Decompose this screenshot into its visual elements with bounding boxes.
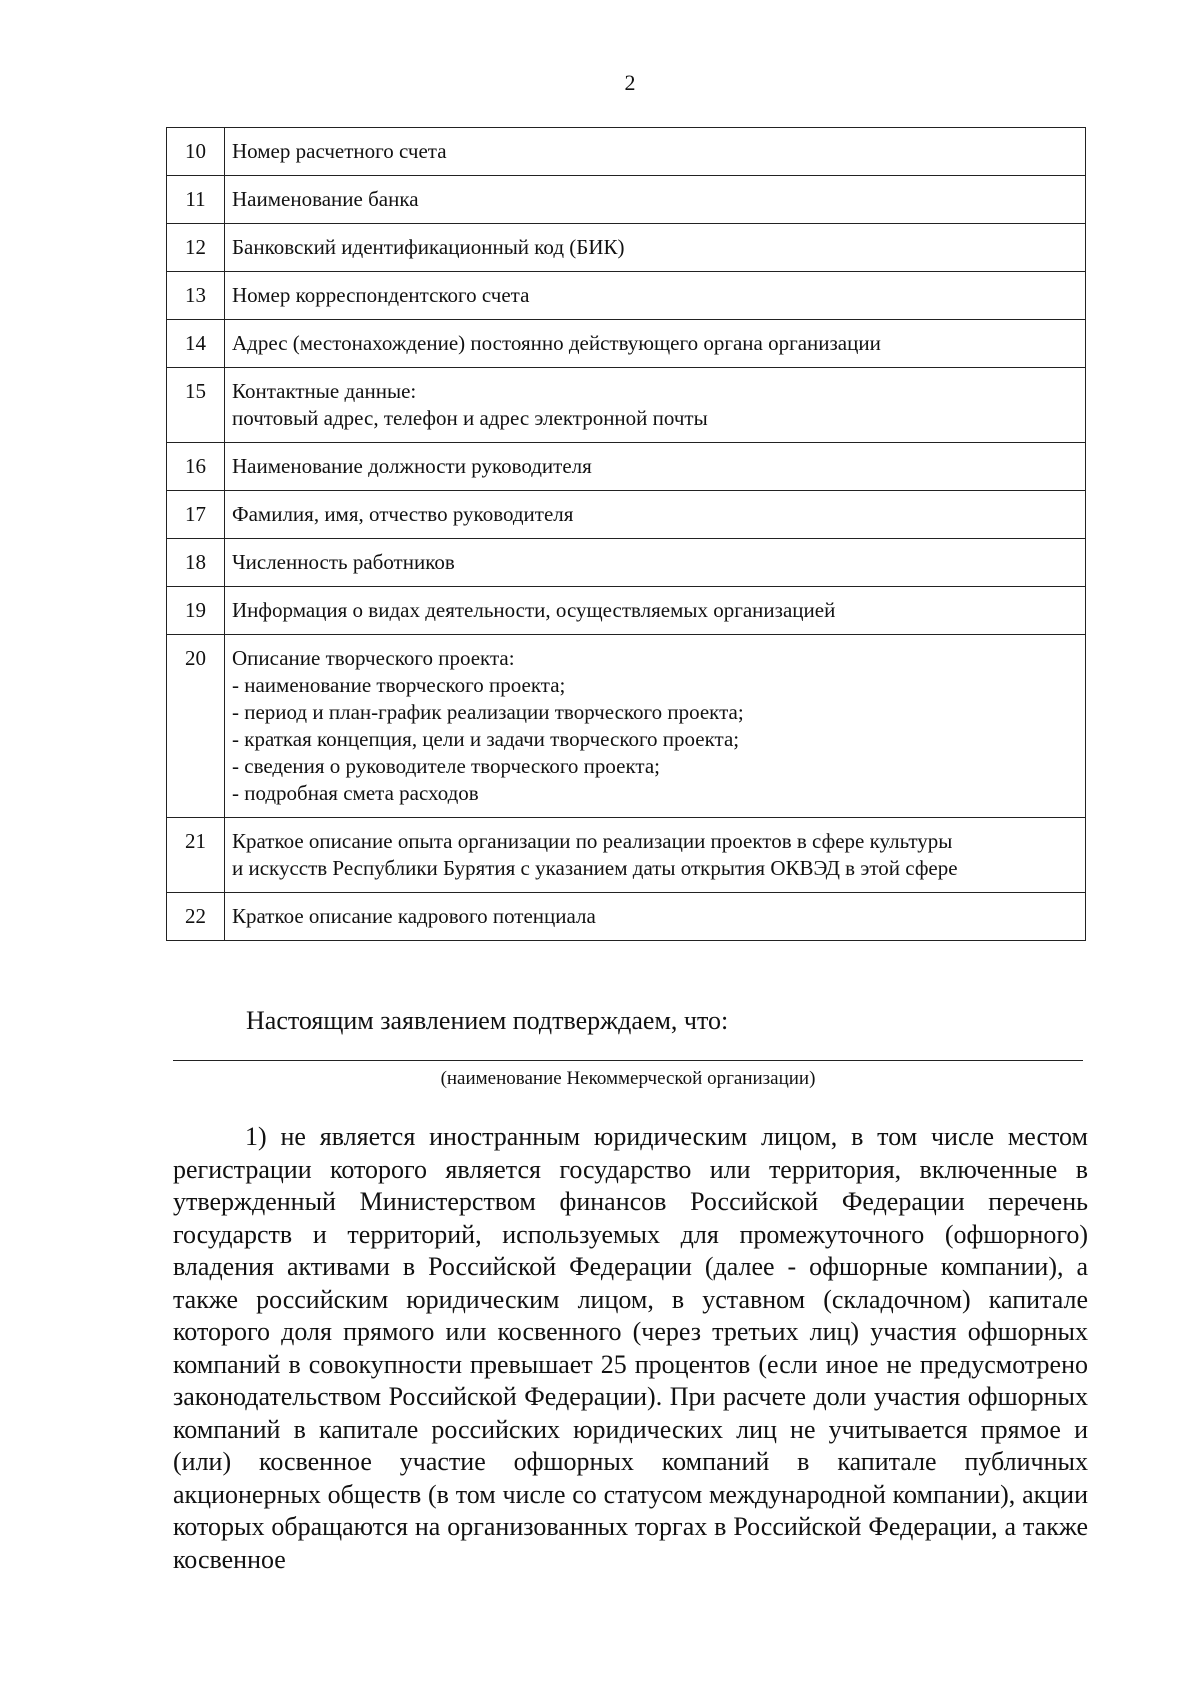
row-description-line: Банковский идентификационный код (БИК): [232, 235, 625, 259]
row-description-line: Численность работников: [232, 550, 455, 574]
row-description-line: - подробная смета расходов: [232, 781, 479, 805]
table-row: [167, 224, 1086, 272]
row-description-line: Номер расчетного счета: [232, 139, 447, 163]
row-description: [225, 272, 1086, 320]
row-description: [225, 320, 1086, 368]
row-number: 20: [167, 635, 225, 818]
row-number: 22: [167, 893, 225, 941]
row-description-line: - период и план-график реализации творческого проекта;: [232, 700, 744, 724]
table-row: [167, 176, 1086, 224]
row-description-line: Краткое описание кадрового потенциала: [232, 904, 596, 928]
row-description-line: Контактные данные:: [232, 379, 417, 403]
row-description-line: - краткая концепция, цели и задачи творческого проекта;: [232, 727, 740, 751]
table-row: [167, 443, 1086, 491]
row-number: 14: [167, 320, 225, 368]
application-form-table: [166, 127, 1086, 941]
table-row: [167, 272, 1086, 320]
row-number: 10: [167, 128, 225, 176]
row-description-line: Адрес (местонахождение) постоянно действующего органа организации: [232, 331, 881, 355]
row-description: [225, 539, 1086, 587]
row-description-line: Информация о видах деятельности, осуществляемых организацией: [232, 598, 836, 622]
row-number: 15: [167, 368, 225, 443]
table-row: [167, 893, 1086, 941]
row-description-line: Фамилия, имя, отчество руководителя: [232, 502, 574, 526]
table-row: [167, 320, 1086, 368]
table-row: [167, 128, 1086, 176]
row-description-line: Краткое описание опыта организации по реализации проектов в сфере культуры: [232, 829, 953, 853]
row-description: [225, 635, 1086, 818]
row-description-line: - сведения о руководителе творческого проекта;: [232, 754, 660, 778]
table-row: [167, 635, 1086, 818]
table-row: [167, 818, 1086, 893]
row-description: [225, 818, 1086, 893]
row-description: [225, 443, 1086, 491]
row-description: [225, 368, 1086, 443]
table-row: [167, 587, 1086, 635]
row-number: 13: [167, 272, 225, 320]
table-row: [167, 368, 1086, 443]
row-number: 16: [167, 443, 225, 491]
row-description-line: Наименование банка: [232, 187, 419, 211]
row-description: [225, 176, 1086, 224]
table-row: [167, 491, 1086, 539]
row-number: 17: [167, 491, 225, 539]
row-description-line: Описание творческого проекта:: [232, 646, 515, 670]
row-number: 21: [167, 818, 225, 893]
page-number: 2: [624, 70, 636, 95]
row-description: [225, 128, 1086, 176]
row-description-line: почтовый адрес, телефон и адрес электронной почты: [232, 406, 708, 430]
row-description-line: Наименование должности руководителя: [232, 454, 592, 478]
row-description-line: Номер корреспондентского счета: [232, 283, 530, 307]
row-number: 19: [167, 587, 225, 635]
confirmation-intro: Настоящим заявлением подтверждаем, что:: [246, 1006, 729, 1035]
row-description: [225, 491, 1086, 539]
form-table-body: [167, 128, 1086, 941]
organization-name-caption: (наименование Некоммерческой организации): [440, 1068, 816, 1089]
row-description-line: и искусств Республики Бурятия с указанием даты открытия ОКВЭД в этой сфере: [232, 856, 958, 880]
row-description-line: - наименование творческого проекта;: [232, 673, 566, 697]
row-description: [225, 224, 1086, 272]
table-row: [167, 539, 1086, 587]
row-number: 11: [167, 176, 225, 224]
row-number: 12: [167, 224, 225, 272]
row-number: 18: [167, 539, 225, 587]
row-description: [225, 587, 1086, 635]
confirmation-paragraph-1: 1) не является иностранным юридическим лицом, в том числе местом регистрации которого является государство или территория, включенные в утвержденный Министерством финансов Российской Федерации перечень государств и территорий, используемых для промежуточного (офшорного) владения активами в Российской Федерации (далее - офшорные компании), а также российским юридическим лицом, в уставном (складочном) капитале которого доля прямого или косвенного (через третьих лиц) участия офшорных компаний в совокупности превышает 25 процентов (если иное не предусмотрено законодательством Российской Федерации). При расчете доли участия офшорных компаний в капитале российских юридических лиц не учитывается прямое и (или) косвенное участие офшорных компаний в капитале публичных акционерных обществ (в том числе со статусом международной компании), акции которых обращаются на организованных торгах в Российской Федерации, а также косвенное: [173, 1122, 1088, 1574]
row-description: [225, 893, 1086, 941]
organization-name-blank-line: [173, 1060, 1083, 1061]
